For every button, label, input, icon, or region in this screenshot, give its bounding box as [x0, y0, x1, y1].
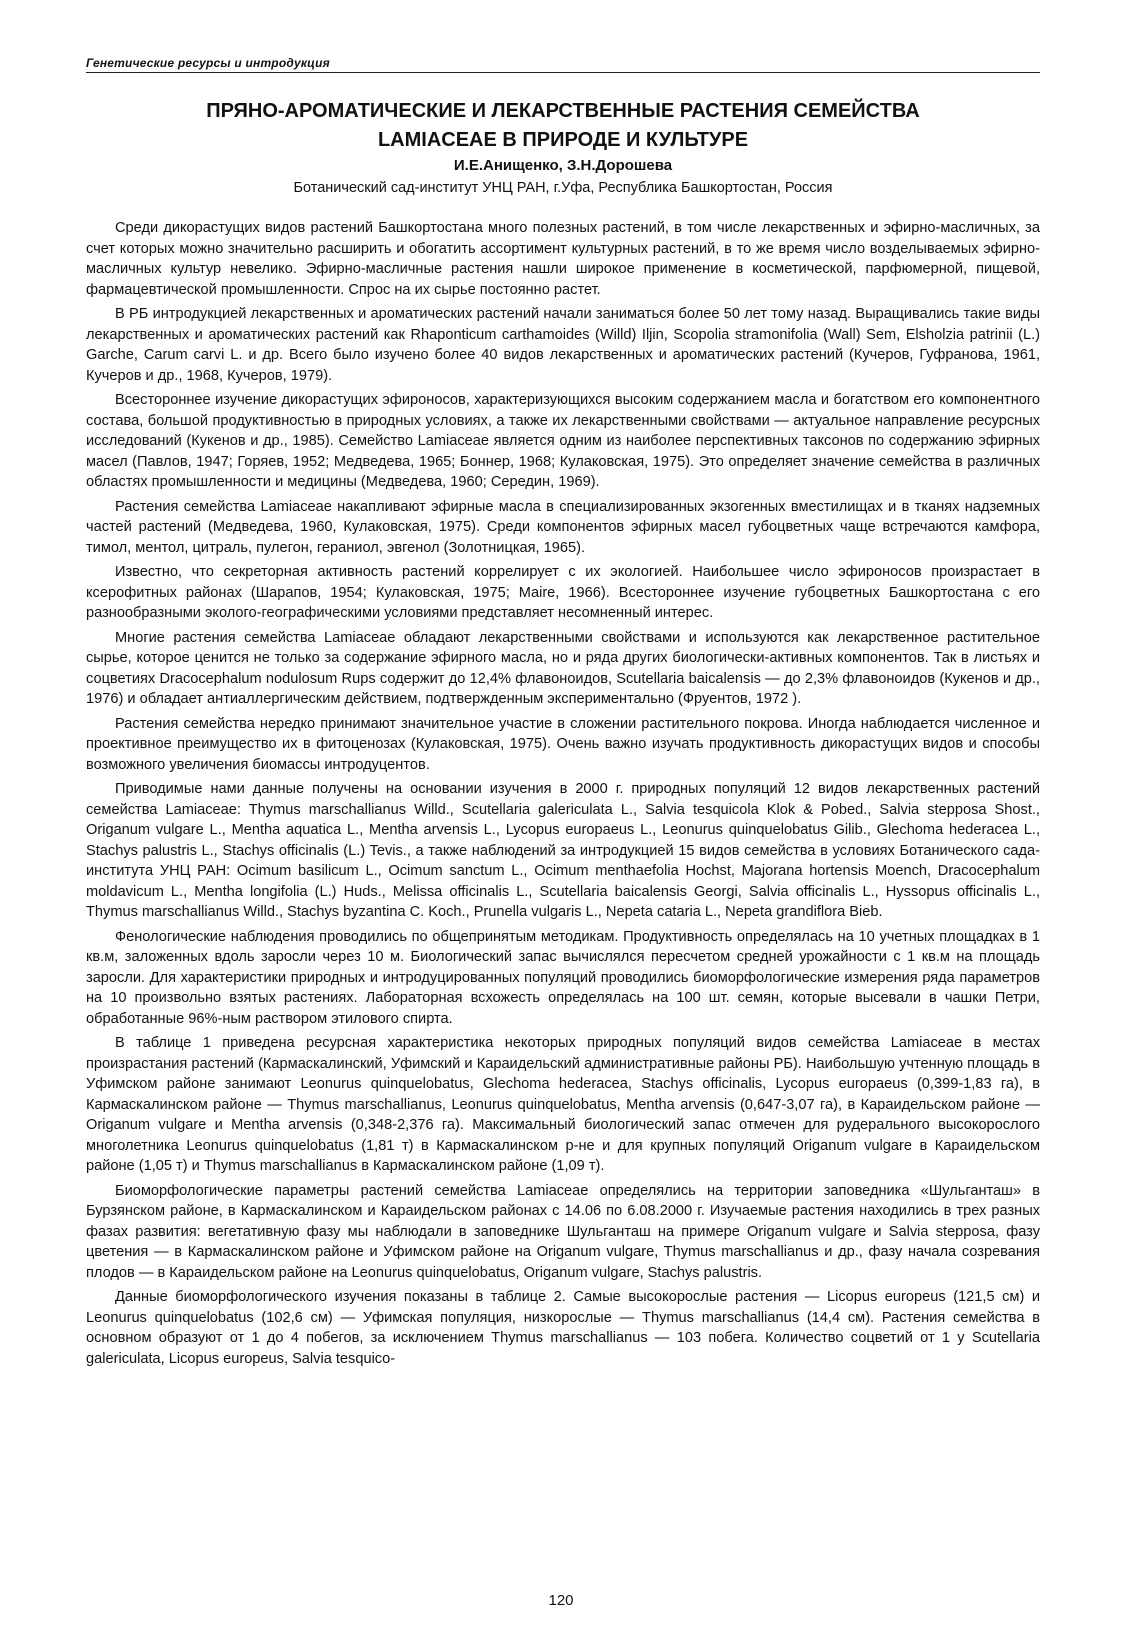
paragraph-12: Данные биоморфологического изучения показаны в таблице 2. Самые высокорослые растения — Licopus europeus (121,5 см) и Leonurus quinquelobatus (102,6 см) — Уфимская популяция, низкорослые — Thymus marschallianus (14,4 см). Растения семейства в основном образуют от 1 до 4 побегов, за исключением Thymus marschallianus — 103 побега. Количество соцветий от 1 у Scutellaria galericulata, Licopus europeus, Salvia tesquico- [86, 1289, 1040, 1367]
paragraph-2: В РБ интродукцией лекарственных и ароматических растений начали заниматься более 50 лет тому назад. Выращивались такие виды лекарственных и ароматических растений как Rhaponticum carthamoides (Willd) Iljin, Scopolia stramonifolia (Wall) Sem, Elsholzia patrinii (L.) Garche, Carum carvi L. и др. Всего было изучено более 40 видов лекарственных и ароматических растений (Кучеров, Гуфранова, 1961, Кучеров и др., 1968, Кучеров, 1979). [86, 306, 1040, 384]
paragraph-7: Растения семейства нередко принимают значительное участие в сложении растительного покрова. Иногда наблюдается численное и проективное преимущество их в фитоценозах (Кулаковская, 1975). Очень важно изучать продуктивность дикорастущих видов и способы возможного увеличения биомассы интродуцентов. [86, 715, 1040, 773]
affiliation: Ботанический сад-институт УНЦ РАН, г.Уфа, Республика Башкортостан, Россия [293, 180, 833, 196]
paragraph-6: Многие растения семейства Lamiaceae обладают лекарственными свойствами и используются как лекарственное растительное сырье, которое ценится не только за содержание эфирного масла, но и ряда других биологически-активных компонентов. Так в листьях и соцветиях Dracocephalum nodulosum Rups содержит до 12,4% флавоноидов, Scutellaria baicalensis — до 2,3% флавоноидов (Кукенов и др., 1976) и обладает антиаллергическим действием, подтвержденным экспериментально (Фруентов, 1972 ). [86, 629, 1040, 707]
authors: И.Е.Анищенко, З.Н.Дорошева [453, 157, 673, 174]
paragraph-5: Известно, что секреторная активность растений коррелирует с их экологией. Наибольшее число эфироносов произрастает в ксерофитных районах (Шарапов, 1954; Кулаковская, 1975; Maire, 1966). Всестороннее изучение губоцветных Башкортостана с его разнообразными эколого-географическими условиями представляет несомненный интерес. [86, 564, 1040, 621]
paragraph-11: Биоморфологические параметры растений семейства Lamiaceae определялись на территории заповедника «Шульганташ» в Бурзянском районе, в Кармаскалинском и Караидельском районах с 14.06 по 6.08.2000 г. Изучаемые растения находились в трех разных фазах развития: вегетативную фазу мы наблюдали в заповеднике Шульганташ на примере Origanum vulgare и Salvia stepposa, фазу цветения — в Кармаскалинском районе и Уфимском районе на Origanum vulgare, Thymus marschallianus и др., фазу начала созревания плодов — в Караидельском районе на Leonurus quinquelobatus, Origanum vulgare, Stachys palustris. [86, 1182, 1040, 1281]
title-line-2: LAMIACEAE В ПРИРОДЕ И КУЛЬТУРЕ [377, 129, 749, 151]
running-head: Генетические ресурсы и интродукция [86, 56, 1040, 73]
page-number: 120 [548, 1592, 574, 1609]
title-line-1: ПРЯНО-АРОМАТИЧЕСКИЕ И ЛЕКАРСТВЕННЫЕ РАСТЕНИЯ СЕМЕЙСТВА [206, 100, 920, 122]
paragraph-8: Приводимые нами данные получены на основании изучения в 2000 г. природных популяций 12 видов лекарственных растений семейства Lamiaceae: Thymus marschallianus Willd., Scutellaria galericulata L., Salvia tesquicola Klok & Pobed., Salvia stepposa Shost., Origanum vulgare L., Mentha aquatica L., Mentha arvensis L., Lycopus europaeus L., Leonurus quinquelobatus Gilib., Glechoma hederacea L., Stachys palustris L., Stachys officinalis (L.) Tevis., а также наблюдений за интродукцией 15 видов семейства в условиях Ботанического сада-института УНЦ РАН: Ocimum basilicum L., Ocimum sanctum L., Ocimum menthaefolia Hochst, Majorana hortensis Moench, Dracocephalum moldavicum L., Mentha longifolia (L.) Huds., Melissa officinalis L., Scutellaria baicalensis Georgi, Salvia officinalis L., Hyssopus officinalis L., Thymus marschallianus Willd., Stachys byzantina C. Koch., Prunella vulgaris L., Nepeta cataria L., Nepeta grandiflora Bieb. [86, 781, 1040, 920]
paragraph-10: В таблице 1 приведена ресурсная характеристика некоторых природных популяций видов семейства Lamiaceae в местах произрастания растений (Кармаскалинский, Уфимский и Караидельский административные районы РБ). Наибольшую учтенную площадь в Уфимском районе занимают Leonurus quinquelobatus, Glechoma hederacea, Stachys officinalis, Lycopus europaeus (0,399-1,83 га), в Кармаскалинском районе — Thymus marschallianus, Leonurus quinquelobatus, Mentha arvensis (0,647-3,07 га), в Караидельском районе — Origanum vulgare и Mentha arvensis (0,348-2,376 га). Максимальный биологический запас отмечен для рудерального высокорослого многолетника Leonurus quinquelobatus (1,81 т) в Кармаскалинском р-не и для крупных популяций Origanum vulgare в Караидельском районе (1,05 т) и Thymus marschallianus в Кармаскалинском районе (1,09 т). [86, 1035, 1040, 1174]
article-title [86, 97, 1040, 155]
paragraph-4: Растения семейства Lamiaceae накапливают эфирные масла в специализированных экзогенных вместилищах и в тканях надземных частей растений (Медведева, 1960, Кулаковская, 1975). Среди компонентов эфирных масел губоцветных чаще встречаются камфора, тимол, ментол, цитраль, пулегон, гераниол, эвгенол (Золотницкая, 1965). [86, 498, 1040, 556]
article-body [86, 218, 1040, 1373]
paragraph-1: Среди дикорастущих видов растений Башкортостана много полезных растений, в том числе лекарственных и эфирно-масличных, за счет которых можно значительно расширить и обогатить ассортимент культурных растений, в то же время число возделываемых эфирно-масличных культур невелико. Эфирно-масличные растения нашли широкое применение в косметической, парфюмерной, пищевой, фармацевтической промышленности. Спрос на их сырье постоянно растет. [86, 220, 1040, 298]
paragraph-3: Всестороннее изучение дикорастущих эфироносов, характеризующихся высоким содержанием масла и богатством его компонентного состава, большой продуктивностью в природных условиях, а также их лекарственными свойствами — актуальное направление ресурсных исследований (Кукенов и др., 1985). Семейство Lamiaceae является одним из наиболее перспективных таксонов по содержанию эфирных масел (Павлов, 1947; Горяев, 1952; Медведева, 1965; Боннер, 1968; Кулаковская, 1975). Это определяет значение семейства в различных областях промышленности и медицины (Медведева, 1960; Середин, 1969). [86, 392, 1040, 490]
paragraph-9: Фенологические наблюдения проводились по общепринятым методикам. Продуктивность определялась на 10 учетных площадках в 1 кв.м, заложенных вдоль заросли через 10 м. Биологический запас вычислялся пересчетом средней урожайности с 1 кв.м на площадь заросли. Для характеристики природных и интродуцированных популяций проводились биоморфологические измерения ряда параметров на 10 произвольно взятых растениях. Лабораторная всхожесть определялась на 100 шт. семян, которые высевали в чашки Петри, обработанные 96%-ным раствором этилового спирта. [86, 928, 1040, 1027]
